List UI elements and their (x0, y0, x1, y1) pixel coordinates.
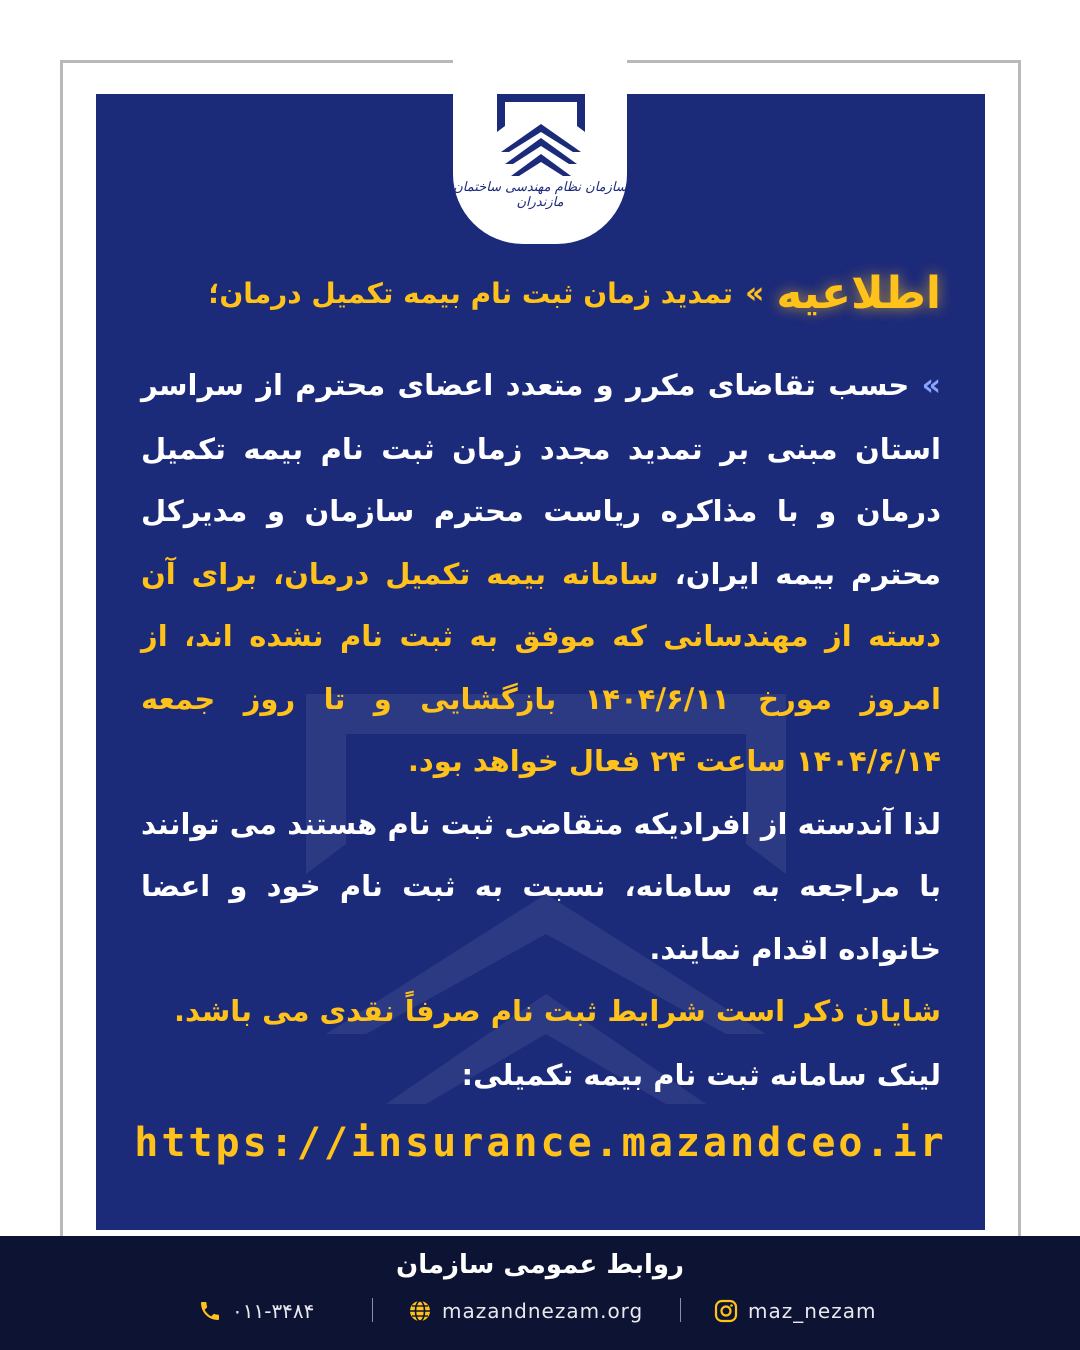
body-paragraph-1 (141, 354, 941, 793)
phone-icon (198, 1299, 222, 1323)
footer-separator (372, 1298, 373, 1322)
footer-website-text: mazandnezam.org (442, 1299, 644, 1323)
frame-right (1018, 60, 1021, 1236)
body-paragraph-2: لذا آندسته از افرادیکه متقاضی ثبت نام هستند می توانند با مراجعه به سامانه، نسبت به ثبت نام خود و اعضا خانواده اقدام نمایند. (141, 806, 941, 966)
logo-caption: سازمان نظام مهندسی ساختمان مازندران (453, 180, 627, 210)
heading-subtitle: تمدید زمان ثبت نام بیمه تکمیل درمان؛ (208, 276, 733, 310)
frame-top-left (60, 60, 454, 63)
announcement-body (141, 354, 941, 1043)
body-paragraph-1-text: حسب تقاضای مکرر و متعدد اعضای محترم از سراسر استان مبنی بر تمدید مجدد زمان ثبت نام بیمه تکمیل درمان و با مذاکره ریاست محترم سازمان و مدیرکل محترم بیمه ایران، (141, 368, 941, 591)
footer-instagram[interactable] (714, 1296, 876, 1326)
body-paragraph-3: شایان ذکر است شرایط ثبت نام صرفاً نقدی می باشد. (173, 994, 941, 1028)
heading-chevron-icon: » (744, 275, 765, 311)
bullet-chevron-icon: » (921, 368, 941, 403)
globe-icon (408, 1299, 432, 1323)
announcement-heading (96, 258, 941, 328)
organization-logo-icon (493, 92, 589, 176)
frame-left (60, 60, 63, 1236)
instagram-icon (714, 1299, 738, 1323)
footer-bar (0, 1236, 1080, 1350)
footer-separator (680, 1298, 681, 1322)
footer-phone[interactable] (198, 1296, 314, 1326)
heading-main: اطلاعیه (776, 267, 941, 319)
logo-badge (453, 40, 627, 244)
footer-instagram-text: maz_nezam (748, 1299, 877, 1323)
footer-title: روابط عمومی سازمان (396, 1250, 684, 1280)
link-label: لینک سامانه ثبت نام بیمه تکمیلی: (461, 1058, 941, 1092)
footer-phone-text: ۰۱۱-۳۴۸۴ (232, 1299, 315, 1323)
body-paragraph-1-highlight: سامانه بیمه تکمیل درمان، برای آن دسته از مهندسانی که موفق به ثبت نام نشده اند، از امروز مورخ ۱۴۰۴/۶/۱۱ بازگشایی و تا روز جمعه ۱۴۰۴/۶/۱۴ ساعت ۲۴ فعال خواهد بود. (141, 556, 941, 778)
registration-link[interactable]: https://insurance.mazandceo.ir (134, 1120, 947, 1166)
footer-website[interactable] (408, 1296, 643, 1326)
frame-top-right (627, 60, 1021, 63)
